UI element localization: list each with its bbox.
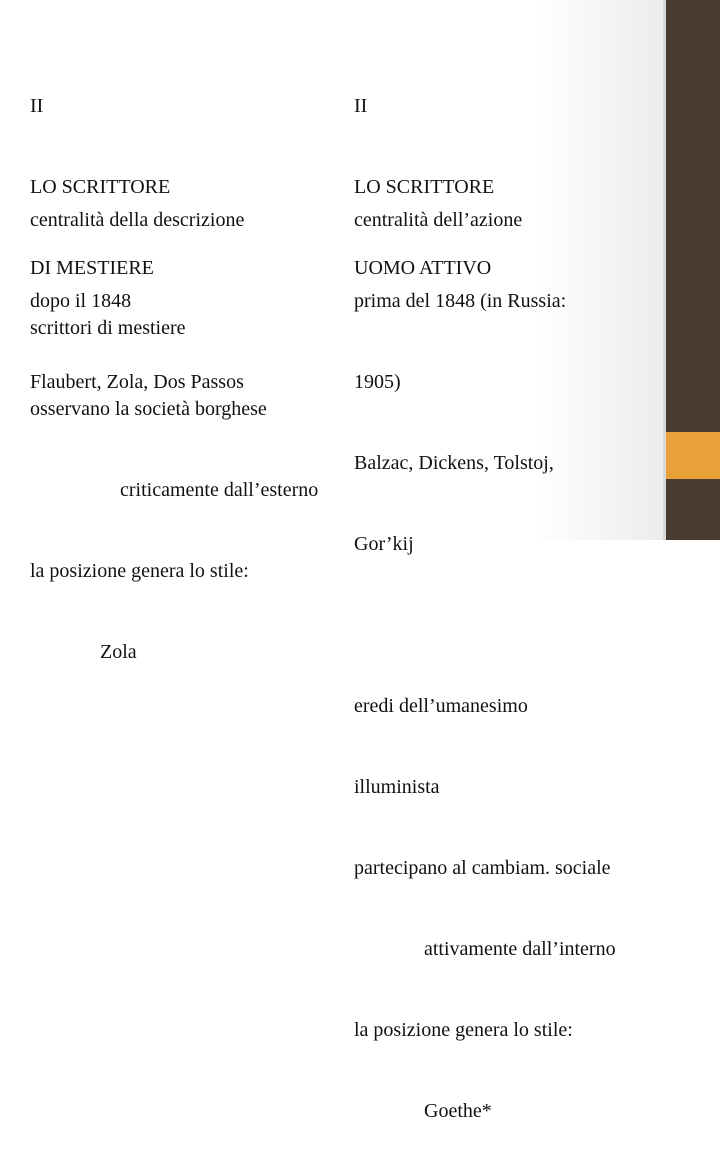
right-body-line: la posizione genera lo stile: [354, 1019, 573, 1041]
right-body-line: Gor’kij [354, 533, 414, 555]
right-body-spacer [354, 612, 616, 639]
right-body-line: prima del 1848 (in Russia: [354, 290, 567, 312]
right-body-line: Goethe* [424, 1100, 492, 1122]
left-body-line: criticamente dall’esterno [120, 479, 319, 501]
right-body-line: 1905) [354, 371, 401, 393]
right-heading-line: II [354, 95, 368, 117]
right-body-line: partecipano al cambiam. sociale [354, 857, 611, 879]
right-heading-line: UOMO ATTIVO [354, 257, 492, 279]
left-body-line: Zola [100, 641, 137, 663]
left-body-section-2 [30, 261, 318, 693]
left-body-line: Flaubert, Zola, Dos Passos [30, 371, 244, 393]
left-body-line: la posizione genera lo stile: [30, 560, 249, 582]
right-body-line: attivamente dall’interno [424, 938, 616, 960]
sidebar-accent-block [666, 432, 720, 479]
right-body-line: centralità dell’azione [354, 209, 523, 231]
left-heading-line: II [30, 95, 44, 117]
left-body-line: osservano la società borghese [30, 398, 267, 420]
right-body-line: Balzac, Dickens, Tolstoj, [354, 452, 554, 474]
left-heading-line: LO SCRITTORE [30, 176, 171, 198]
right-body-line: eredi dell’umanesimo [354, 695, 528, 717]
right-body-line: illuminista [354, 776, 440, 798]
left-body-line: scrittori di mestiere [30, 317, 186, 339]
right-body [354, 153, 616, 1152]
left-body-line: dopo il 1848 [30, 290, 132, 312]
right-heading-line: LO SCRITTORE [354, 176, 495, 198]
left-heading-line: DI MESTIERE [30, 257, 154, 279]
left-body-line: centralità della descrizione [30, 209, 245, 231]
